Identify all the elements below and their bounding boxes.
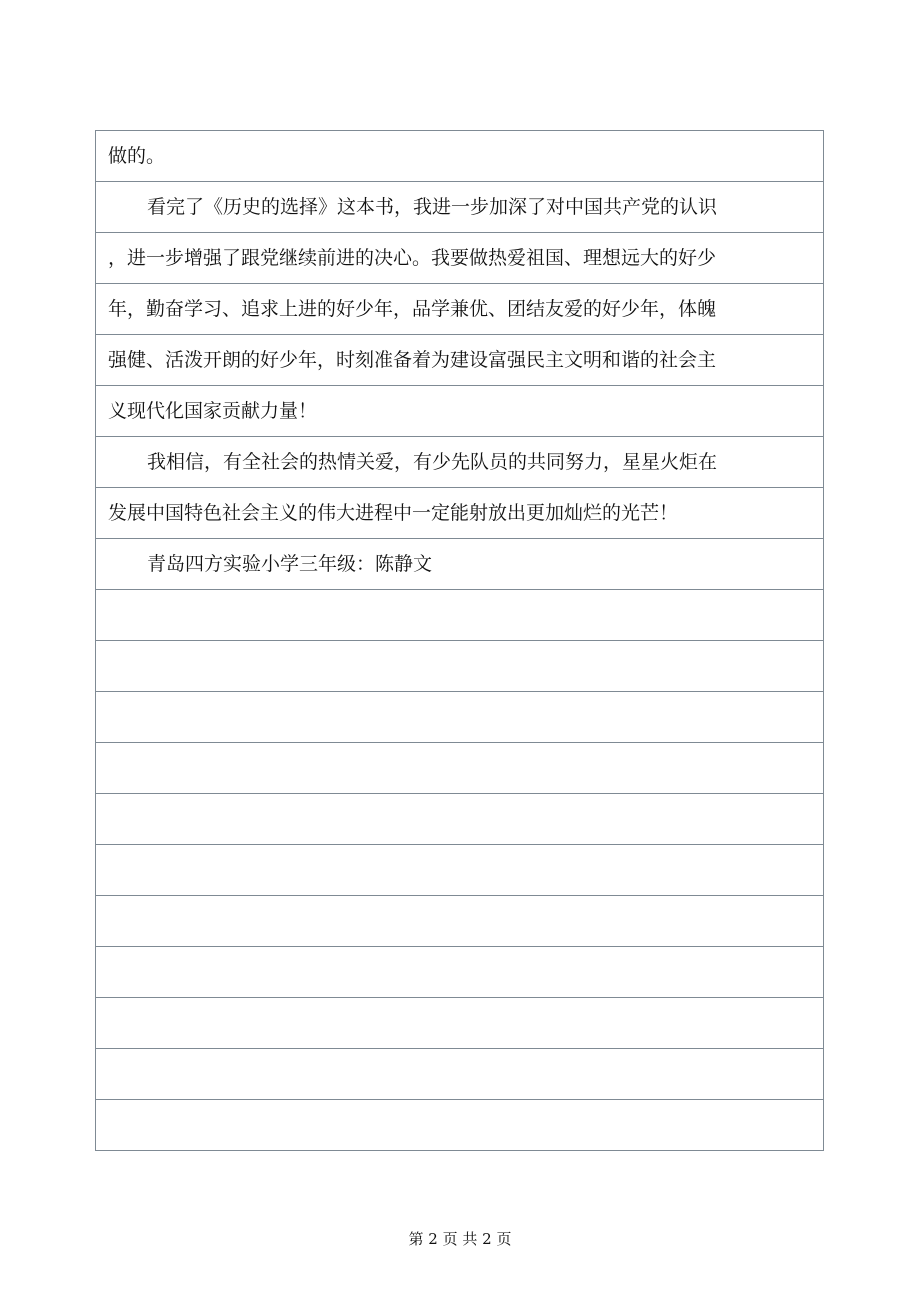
- sheet-line: 年，勤奋学习、追求上进的好少年，品学兼优、团结友爱的好少年，体魄: [96, 284, 823, 335]
- sheet-line: 青岛四方实验小学三年级：陈静文: [96, 539, 823, 590]
- page-number-footer: 第 2 页 共 2 页: [408, 1230, 512, 1248]
- sheet-line: [96, 743, 823, 794]
- sheet-line: 做的。: [96, 131, 823, 182]
- sheet-line: [96, 845, 823, 896]
- sheet-line: [96, 641, 823, 692]
- sheet-line: [96, 998, 823, 1049]
- sheet-line: 义现代化国家贡献力量！: [96, 386, 823, 437]
- sheet-line: 强健、活泼开朗的好少年，时刻准备着为建设富强民主文明和谐的社会主: [96, 335, 823, 386]
- lined-writing-sheet: [95, 130, 824, 1151]
- sheet-line: [96, 1049, 823, 1100]
- sheet-line: [96, 794, 823, 845]
- sheet-line: 发展中国特色社会主义的伟大进程中一定能射放出更加灿烂的光芒！: [96, 488, 823, 539]
- sheet-line: [96, 590, 823, 641]
- sheet-line: [96, 896, 823, 947]
- sheet-line: [96, 692, 823, 743]
- sheet-line: 我相信，有全社会的热情关爱，有少先队员的共同努力，星星火炬在: [96, 437, 823, 488]
- sheet-line: [96, 1100, 823, 1150]
- sheet-line: ，进一步增强了跟党继续前进的决心。我要做热爱祖国、理想远大的好少: [96, 233, 823, 284]
- sheet-line: 看完了《历史的选择》这本书，我进一步加深了对中国共产党的认识: [96, 182, 823, 233]
- sheet-line: [96, 947, 823, 998]
